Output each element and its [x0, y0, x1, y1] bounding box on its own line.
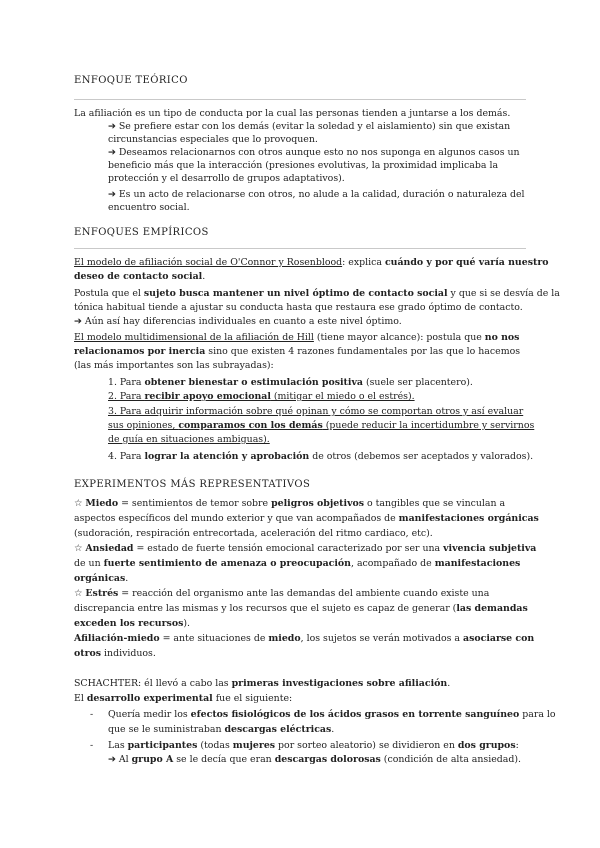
experiment-item-1-line-2: que se le suministraban descargas eléctricas.	[108, 724, 335, 735]
paragraph-postula-line-3: ➔ Aún así hay diferencias individuales en cuanto a este nivel óptimo.	[74, 316, 402, 327]
arrow-item-3-line-1: ➔ Es un acto de relacionarse con otros, no alude a la calidad, duración o naturaleza del	[108, 189, 525, 200]
definition-miedo-line-2: aspectos específicos del mundo exterior y que van acompañados de manifestaciones orgánicas	[74, 513, 539, 524]
definition-ansiedad-line-3: orgánicas.	[74, 573, 129, 584]
definition-miedo-line-1: ☆ Miedo = sentimientos de temor sobre peligros objetivos o tangibles que se vinculan a	[74, 498, 506, 509]
dash-bullet: -	[90, 709, 94, 720]
section-title-experimentos: EXPERIMENTOS MÁS REPRESENTATIVOS	[74, 479, 311, 490]
star-icon: ☆	[74, 588, 86, 599]
section-divider	[74, 248, 526, 249]
arrow-item-1-line-1: ➔ Se prefiere estar con los demás (evitar la soledad y el aislamiento) sin que existan	[108, 121, 511, 132]
definition-ansiedad-line-2: de un fuerte sentimiento de amenaza o preocupación, acompañado de manifestaciones	[74, 558, 521, 569]
star-icon: ☆	[74, 498, 86, 509]
model-name-hill: El modelo multidimensional de la afiliación de Hill	[74, 332, 314, 343]
dash-bullet: -	[90, 740, 94, 751]
definition-ansiedad-line-1: ☆ Ansiedad = estado de fuerte tensión emocional caracterizado por ser una vivencia subjetiva	[74, 543, 537, 554]
arrow-item-2-line-3: protección y el desarrollo de grupos adaptativos).	[108, 173, 345, 184]
definition-estres-line-3: exceden los recursos).	[74, 618, 191, 629]
reason-item-3-line-1: 3. Para adquirir información sobre qué opinan y cómo se comportan otros y así evaluar	[108, 406, 524, 417]
definition-miedo-line-3: (sudoración, respiración entrecortada, aceleración del ritmo cardiaco, etc).	[74, 528, 433, 539]
section-divider	[74, 99, 526, 100]
paragraph-postula-line-1: Postula que el sujeto busca mantener un nivel óptimo de contacto social y que si se desvía de la	[74, 288, 560, 299]
group-a-item: ➔ Al grupo A se le decía que eran descargas dolorosas (condición de alta ansiedad).	[108, 754, 521, 765]
paragraph-hill-line-1: El modelo multidimensional de la afiliación de Hill (tiene mayor alcance): postula que no nos	[74, 332, 520, 343]
definition-afiliacion-miedo-line-1: Afiliación-miedo = ante situaciones de miedo, los sujetos se verán motivados a asociarse con	[74, 633, 535, 644]
section-title-enfoques-empiricos: ENFOQUES EMPÍRICOS	[74, 227, 209, 238]
reason-item-4: 4. Para lograr la atención y aprobación de otros (debemos ser aceptados y valorados).	[108, 451, 534, 462]
model-name-oconnor: El modelo de afiliación social de O'Connor y Rosenblood	[74, 257, 343, 268]
desarrollo-experimental: El desarrollo experimental fue el siguiente:	[74, 693, 293, 704]
definition-estres-line-2: discrepancia entre las mismas y los recursos que el sujeto es capaz de generar (las demandas	[74, 603, 528, 614]
arrow-item-1-line-2: circunstancias especiales que lo provoquen.	[108, 134, 318, 145]
schachter-intro: SCHACHTER: él llevó a cabo las primeras investigaciones sobre afiliación.	[74, 678, 451, 689]
paragraph-postula-line-2: tónica habitual tiende a ajustar su conducta hasta que restaura ese grado óptimo de contacto.	[74, 302, 523, 313]
paragraph-intro: La afiliación es un tipo de conducta por la cual las personas tienden a juntarse a los demás.	[74, 108, 511, 119]
experiment-item-2: Las participantes (todas mujeres por sorteo aleatorio) se dividieron en dos grupos:	[108, 740, 519, 751]
arrow-item-2-line-1: ➔ Deseamos relacionarnos con otros aunque esto no nos suponga en algunos casos un	[108, 147, 520, 158]
section-title-enfoque-teorico: ENFOQUE TEÓRICO	[74, 75, 188, 86]
reason-item-1: 1. Para obtener bienestar o estimulación positiva (suele ser placentero).	[108, 377, 473, 388]
paragraph-oconnor-line-1: El modelo de afiliación social de O'Connor y Rosenblood: explica cuándo y por qué varía nuestro	[74, 257, 549, 268]
definition-afiliacion-miedo-line-2: otros individuos.	[74, 648, 156, 659]
reason-item-3-line-2: sus opiniones, comparamos con los demás (puede reducir la incertidumbre y servirnos	[108, 420, 535, 431]
paragraph-hill-line-2: relacionamos por inercia sino que existen 4 razones fundamentales por las que lo hacemos	[74, 346, 521, 357]
reason-item-3-line-3: de guía en situaciones ambiguas).	[108, 434, 270, 445]
definition-estres-line-1: ☆ Estrés = reacción del organismo ante las demandas del ambiente cuando existe una	[74, 588, 490, 599]
star-icon: ☆	[74, 543, 86, 554]
paragraph-oconnor-line-2: deseo de contacto social.	[74, 271, 206, 282]
paragraph-hill-line-3: (las más importantes son las subrayadas):	[74, 360, 274, 371]
arrow-item-2-line-2: beneficio más que la interacción (presiones evolutivas, la proximidad implicaba la	[108, 160, 499, 171]
experiment-item-1-line-1: Quería medir los efectos fisiológicos de los ácidos grasos en torrente sanguíneo para lo	[108, 709, 556, 720]
arrow-item-3-line-2: encuentro social.	[108, 202, 190, 213]
reason-item-2: 2. Para recibir apoyo emocional (mitigar el miedo o el estrés).	[108, 391, 415, 402]
